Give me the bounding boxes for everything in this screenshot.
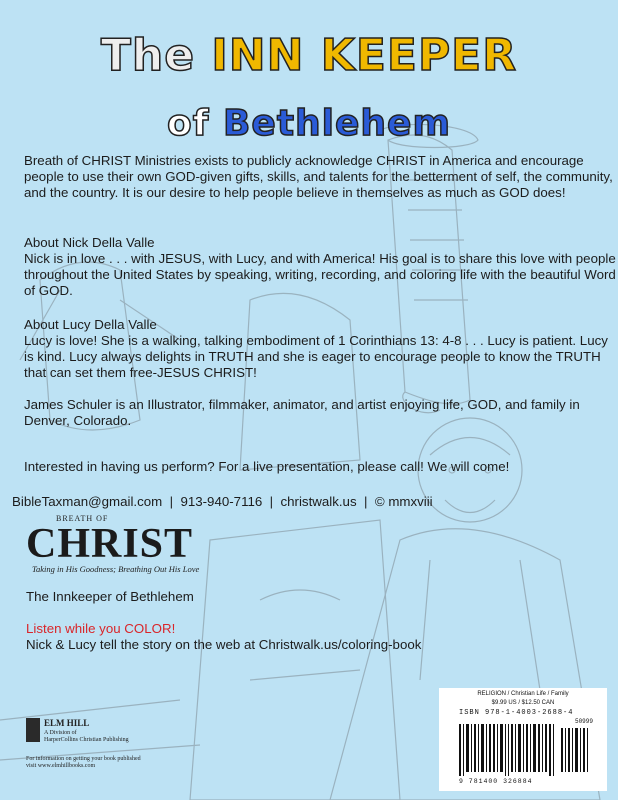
title-bethlehem: Bethlehem [222,103,451,144]
breath-of-christ-logo [26,514,226,576]
publisher-division: A Division of [44,730,77,736]
barcode-category: RELIGION / Christian Life / Family [477,691,569,697]
about-lucy-heading: About Lucy Della Valle [24,317,157,332]
intro-paragraph: Breath of CHRIST Ministries exists to publicly acknowledge CHRIST in America and encourage people to use their own GOD-given gifts, skills, and talents for the betterment of self, the community, and the country. It is our desire to help people believe in themselves as much as GOD does! [24,153,613,200]
barcode-price: $9.99 US / $12.50 CAN [491,700,555,706]
title-of: of [167,103,210,144]
logo-top-text: BREATH OF [56,514,109,523]
logo-main-text: CHRIST [26,521,194,567]
publisher-info-1: For information on getting your book published [26,756,141,762]
barcode-isbn: ISBN 978-1-4003-2688-4 [459,709,574,717]
publisher-info-2: visit www.elmhillbooks.com [26,763,96,769]
barcode-box [439,688,607,791]
title-the: The [100,30,196,81]
publisher-parent: HarperCollins Christian Publishing [44,737,129,743]
contact-line: BibleTaxman@gmail.com | 913-940-7116 | christwalk.us | © mmxviii [12,494,433,509]
title-line-2 [0,103,618,144]
barcode-icon [439,688,607,791]
elm-hill-logo-icon [26,718,40,742]
title-innkeeper: INN KEEPER [211,30,518,81]
about-nick-text: Nick is in love . . . with JESUS, with Lucy, and with America! His goal is to share this love with people throughout the United States by speaking, writing, recording, and coloring life with the beautiful Word of GOD. [24,251,616,298]
listen-line: Listen while you COLOR! [26,621,176,636]
illustrator-paragraph: James Schuler is an Illustrator, filmmaker, animator, and artist enjoying life, GOD, and family in Denver, Colorado. [24,397,580,428]
barcode-number: 9 781400 326884 [459,778,533,785]
story-line: Nick & Lucy tell the story on the web at Christwalk.us/coloring-book [26,637,422,652]
title-line-1 [0,30,618,81]
invite-paragraph: Interested in having us perform? For a live presentation, please call! We will come! [24,459,510,474]
book-title: The Innkeeper of Bethlehem [26,589,194,604]
publisher-name: ELM HILL [44,718,90,728]
barcode-addon: 50999 [574,718,593,725]
about-lucy-text: Lucy is love! She is a walking, talking embodiment of 1 Corinthians 13: 4-8 . . . Lucy is patient. Lucy is kind. Lucy always delights in TRUTH and she is eager to encourage people to know the TRUTH that can set them free-JESUS CHRIST! [24,333,608,380]
logo-tagline: Taking in His Goodness; Breathing Out His Love [32,564,200,574]
about-nick-heading: About Nick Della Valle [24,235,155,250]
